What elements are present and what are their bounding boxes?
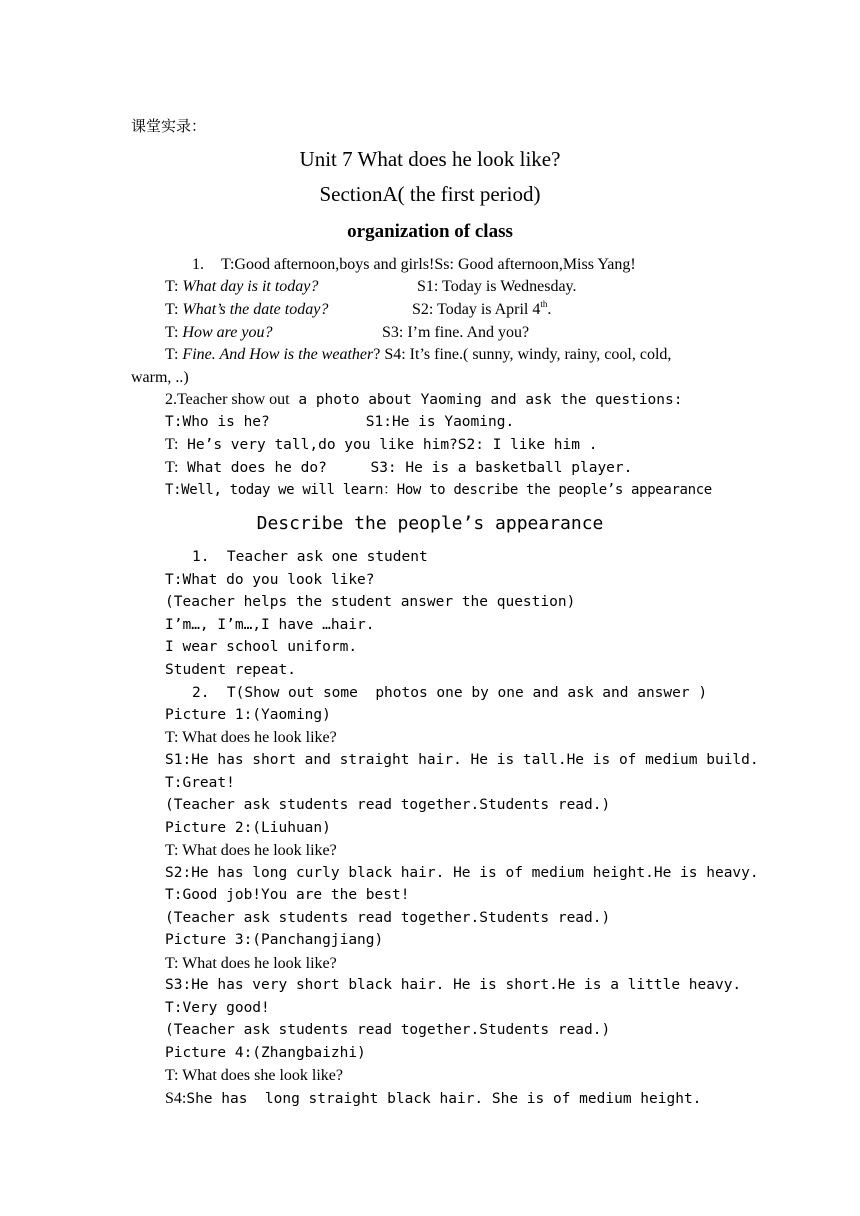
dialogue-line-how: T: How are you? — [165, 324, 273, 341]
step-1: 1. Teacher ask one student — [192, 549, 428, 565]
picture-2-answer: S2:He has long curly black hair. He is of medium height.He is heavy. — [165, 865, 759, 881]
dialogue-who: T:Who is he? S1:He is Yaoming. — [165, 414, 515, 430]
teacher-question: T:What do you look like? — [165, 572, 375, 588]
list-number: 1. — [192, 256, 204, 273]
dialogue-line-day: T: What day is it today? — [165, 278, 319, 295]
picture-1-label: Picture 1:(Yaoming) — [165, 707, 331, 723]
picture-1-question: T: What does he look like? — [165, 729, 337, 746]
doc-title: Unit 7 What does he look like? — [299, 147, 561, 171]
dialogue-line-weather-cont: warm, ..) — [131, 369, 189, 386]
picture-2-question: T: What does he look like? — [165, 842, 337, 859]
picture-1-answer: S1:He has short and straight hair. He is tall.He is of medium build. — [165, 752, 759, 768]
dialogue-line-weather: T: Fine. And How is the weather? S4: It’s fine.( sunny, windy, rainy, cool, cold, — [165, 346, 672, 363]
step-2: 2. T(Show out some photos one by one and ask and answer ) — [192, 685, 708, 701]
picture-3-label: Picture 3:(Panchangjiang) — [165, 932, 384, 948]
teacher-show-photo-line: 2.Teacher show out a photo about Yaoming and ask the questions: — [165, 391, 683, 408]
picture-4-label: Picture 4:(Zhangbaizhi) — [165, 1045, 366, 1061]
heading-label: 课堂实录： — [131, 117, 207, 135]
picture-1-note: (Teacher ask students read together.Students read.) — [165, 797, 611, 813]
student-repeat: Student repeat. — [165, 662, 296, 678]
section-heading-describe: Describe the people’s appearance — [256, 513, 604, 534]
picture-2-label: Picture 2:(Liuhuan) — [165, 820, 331, 836]
picture-3-question: T: What does he look like? — [165, 955, 337, 972]
picture-2-praise: T:Good job!You are the best! — [165, 887, 410, 903]
dialogue-answer-how: S3: I’m fine. And you? — [382, 324, 530, 341]
greeting-line: T:Good afternoon,boys and girls!Ss: Good afternoon,Miss Yang! — [221, 256, 636, 273]
picture-4-question: T: What does she look like? — [165, 1067, 343, 1084]
dialogue-answer-day: S1: Today is Wednesday. — [417, 278, 577, 295]
dialogue-tall: T: He’s very tall,do you like him?S2: I like him . — [165, 436, 598, 453]
picture-3-praise: T:Very good! — [165, 1000, 270, 1016]
doc-subtitle: SectionA( the first period) — [319, 182, 541, 206]
teacher-helps-note: (Teacher helps the student answer the question) — [165, 594, 576, 610]
dialogue-answer-date: S2: Today is April 4th. — [412, 299, 552, 318]
student-answer: I’m…, I’m…,I have …hair. — [165, 617, 375, 633]
section-heading-organization: organization of class — [347, 221, 513, 242]
picture-2-note: (Teacher ask students read together.Students read.) — [165, 910, 611, 926]
picture-1-praise: T:Great! — [165, 775, 235, 791]
picture-3-note: (Teacher ask students read together.Students read.) — [165, 1022, 611, 1038]
picture-4-answer: S4:She has long straight black hair. She is of medium height. — [165, 1090, 702, 1107]
dialogue-job: T: What does he do? S3: He is a basketball player. — [165, 459, 633, 476]
dialogue-line-date: T: What’s the date today? — [165, 301, 329, 318]
dialogue-learn: T:Well, today we will learn：How to describe the people’s appearance — [165, 482, 712, 498]
student-uniform: I wear school uniform. — [165, 639, 358, 655]
picture-3-answer: S3:He has very short black hair. He is short.He is a little heavy. — [165, 977, 742, 993]
